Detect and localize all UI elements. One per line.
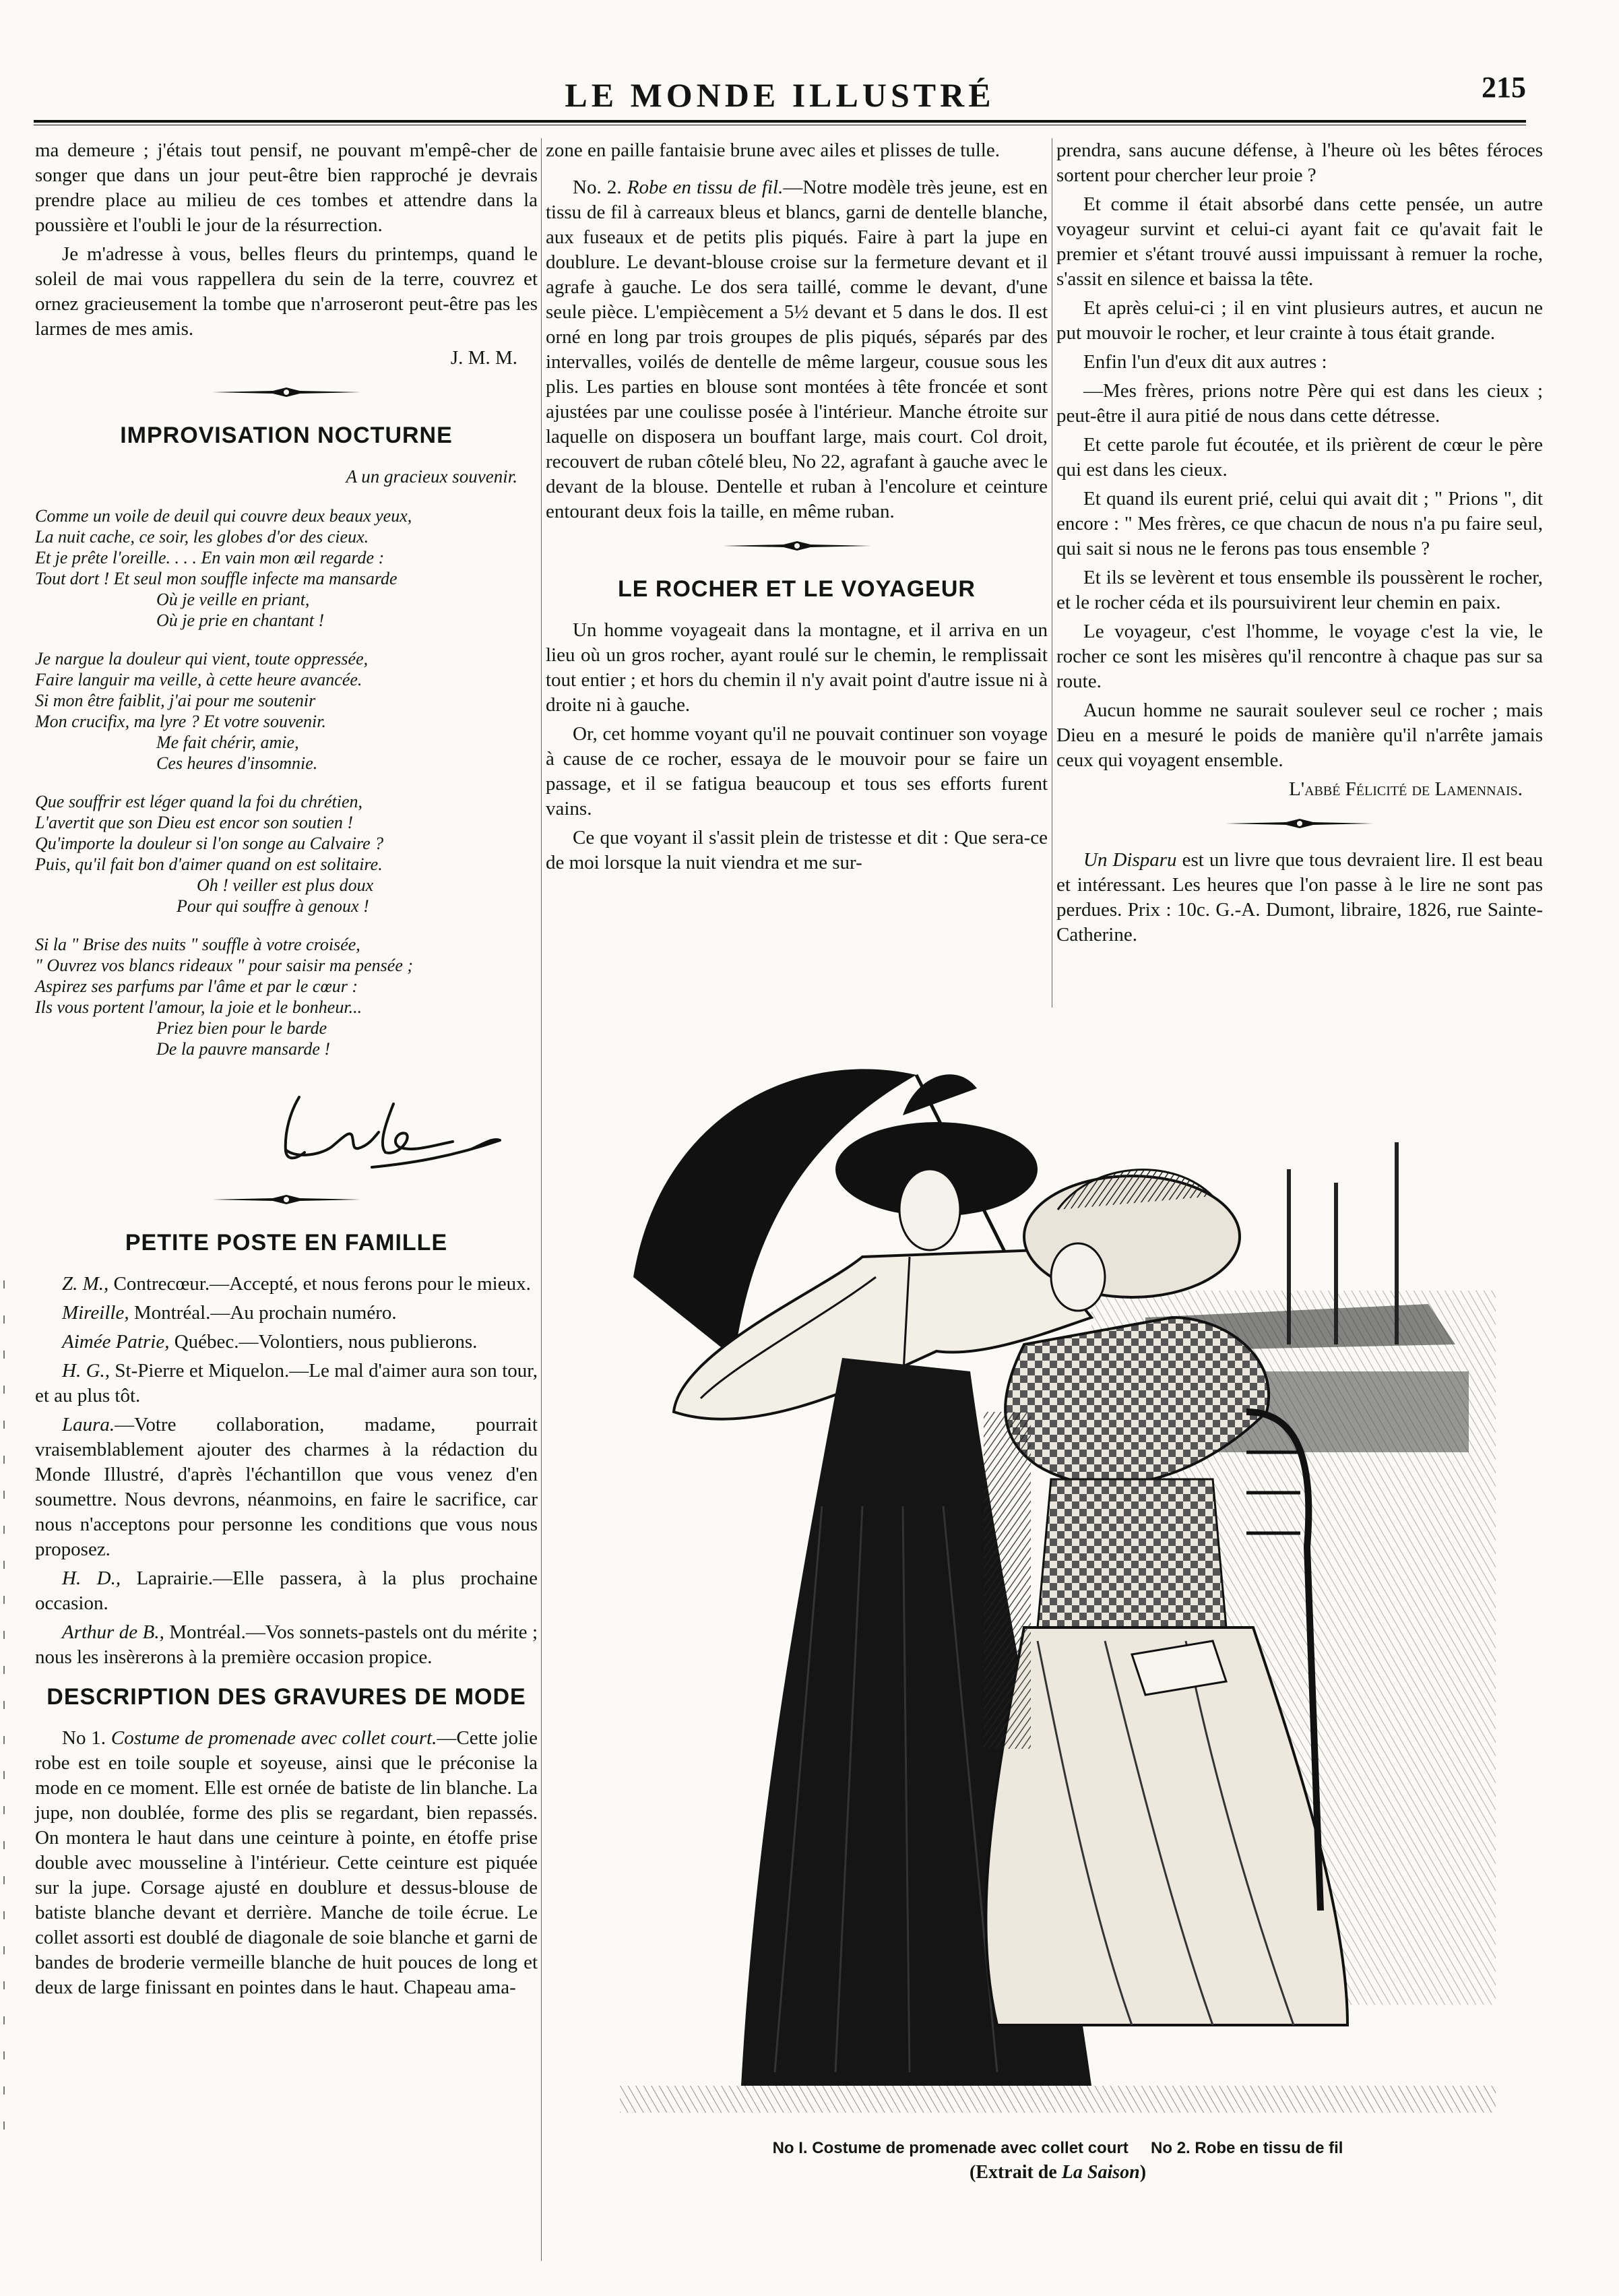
rocher-title: LE ROCHER ET LE VOYAGEUR bbox=[618, 576, 976, 602]
poem-line: L'avertit que son Dieu est encor son soutien ! bbox=[35, 813, 354, 832]
gravures-title: DESCRIPTION DES GRAVURES DE MODE bbox=[46, 1684, 526, 1710]
gravure-name: Robe en tissu de fil. bbox=[627, 177, 784, 198]
poem bbox=[35, 505, 538, 1059]
article-paragraph: ma demeure ; j'étais tout pensif, ne pouvant m'empê-cher de songer que dans un jour peut-être bien rapproché je devrais prendre place au milieu de ces tombes et attendre dans la poussière et l'oubli le jour de la résurrection. bbox=[35, 139, 538, 236]
poem-stanza bbox=[35, 648, 538, 774]
ornament-divider bbox=[35, 385, 538, 408]
poem-line: Puis, qu'il fait bon d'aimer quand on est solitaire. bbox=[35, 855, 383, 874]
poem-line: Tout dort ! Et seul mon souffle infecte ma mansarde bbox=[35, 569, 398, 588]
column-divider bbox=[541, 138, 542, 2261]
article-paragraph: Je m'adresse à vous, belles fleurs du printemps, quand le soleil de mai vous rappellera du sein de la terre, couvrez et ornez gracieusement la tombe que n'arroseront peut-être pas les larmes de mes amis. bbox=[35, 243, 538, 340]
poem-dedication: A un gracieux souvenir. bbox=[346, 466, 517, 487]
article-paragraph: Ce que voyant il s'assit plein de tristesse et dit : Que sera-ce de moi lorsque la nuit viendra et me sur- bbox=[546, 827, 1048, 873]
header-rule bbox=[34, 120, 1526, 123]
poste-item bbox=[35, 1359, 538, 1408]
ornament-divider bbox=[546, 539, 1048, 562]
poem-line: Oh ! veiller est plus doux bbox=[197, 875, 374, 895]
poste-text: Montréal.—Au prochain numéro. bbox=[129, 1302, 397, 1324]
poste-recipient: H. D., bbox=[62, 1568, 121, 1589]
page-header bbox=[34, 62, 1526, 126]
poste-text: Montréal.—Vos sonnets-pastels ont du mérite ; nous les insèrerons à la première occasion propice. bbox=[35, 1621, 538, 1668]
poste-recipient: Aimée Patrie, bbox=[62, 1331, 170, 1353]
poem-line: Comme un voile de deuil qui couvre deux beaux yeux, bbox=[35, 506, 412, 526]
article-paragraph: zone en paille fantaisie brune avec ailes et plisses de tulle. bbox=[546, 139, 1000, 161]
poste-item bbox=[35, 1272, 538, 1297]
article-paragraph: Et cette parole fut écoutée, et ils prièrent de cœur le père qui est dans les cieux. bbox=[1056, 434, 1543, 480]
handwritten-signature bbox=[35, 1077, 538, 1178]
poem-line: Si la " Brise des nuits " souffle à votre croisée, bbox=[35, 935, 360, 954]
caption-source bbox=[620, 2161, 1496, 2185]
caption-source-prefix: (Extrait de bbox=[969, 2162, 1062, 2183]
poste-item bbox=[35, 1413, 538, 1562]
caption-line: No I. Costume de promenade avec collet court No 2. Robe en tissu de fil bbox=[772, 2139, 1343, 2157]
poem-line: Ils vous portent l'amour, la joie et le bonheur... bbox=[35, 997, 362, 1017]
poem-line: Faire languir ma veille, à cette heure avancée. bbox=[35, 670, 362, 689]
caption-source-title: La Saison bbox=[1061, 2162, 1140, 2183]
poste-text: Laprairie.—Elle passera, à la plus prochaine occasion. bbox=[35, 1568, 538, 1614]
article-paragraph: Et après celui-ci ; il en vint plusieurs autres, et aucun ne put mouvoir le rocher, et leur crainte à tous était grande. bbox=[1056, 297, 1543, 344]
column-2 bbox=[546, 138, 1048, 879]
poste-text: Québec.—Volontiers, nous publierons. bbox=[169, 1331, 478, 1353]
poste-item bbox=[35, 1620, 538, 1670]
poem-line: Me fait chérir, amie, bbox=[156, 733, 299, 752]
poem-line: De la pauvre mansarde ! bbox=[156, 1039, 331, 1059]
engraving-caption bbox=[620, 2136, 1496, 2185]
poem-line: Aspirez ses parfums par l'âme et par le cœur : bbox=[35, 976, 358, 996]
poste-text: St-Pierre et Miquelon.—Le mal d'aimer aura son tour, et au plus tôt. bbox=[35, 1360, 538, 1406]
author-signature: J. M. M. bbox=[450, 347, 517, 369]
poem-line: Et je prête l'oreille. . . . En vain mon œil regarde : bbox=[35, 548, 385, 567]
poem-line: Priez bien pour le barde bbox=[156, 1018, 327, 1038]
poem-stanza bbox=[35, 505, 538, 631]
poste-recipient: Laura. bbox=[62, 1414, 115, 1435]
poste-recipient: Z. M., bbox=[62, 1273, 109, 1295]
poem-line: " Ouvrez vos blancs rideaux " pour saisir ma pensée ; bbox=[35, 956, 414, 975]
poem-stanza bbox=[35, 791, 538, 917]
book-title: Un Disparu bbox=[1083, 849, 1177, 871]
gravure-name: Costume de promenade avec collet court. bbox=[110, 1727, 437, 1749]
article-paragraph: Un homme voyageait dans la montagne, et il arriva en un lieu où un gros rocher, ayant roulé sur le chemin, le remplissait tout entier ; et hors du chemin il n'y avait point d'autre issue ni à droite ni à gauche. bbox=[546, 619, 1048, 716]
poste-recipient: Arthur de B., bbox=[62, 1621, 164, 1643]
article-paragraph: Et ils se levèrent et tous ensemble ils poussèrent le rocher, et le rocher céda et ils poursuivirent leur chemin en paix. bbox=[1056, 567, 1543, 613]
poste-list bbox=[35, 1272, 538, 1670]
article-paragraph: —Mes frères, prions notre Père qui est dans les cieux ; peut-être il aura pitié de nous dans cette détresse. bbox=[1056, 380, 1543, 427]
poem-line: Où je prie en chantant ! bbox=[156, 611, 325, 630]
gravure-text: —Cette jolie robe est en toile souple et soyeuse, ainsi que le préconise la mode en ce moment. Elle est ornée de batiste de lin blanche. La jupe, non doublée, forme des plis se regardant, bien repassés. On montera le haut dans une ceinture à pointe, en étoffe prise double avec mousseline à l'intérieur. Cette ceinture est piquée sur la jupe. Corsage ajusté en doublure et dessus-blouse de batiste blanche devant et derrière. Manche de toile écrue. Le collet assorti est doublé de diagonale de soie blanche et garni de bandes de broderie vermeille blanche de huit pouces de long et deux de large finissant en pointes dans le haut. Chapeau ama- bbox=[35, 1727, 538, 1998]
article-paragraph: prendra, sans aucune défense, à l'heure où les bêtes féroces sortent pour chercher leur proie ? bbox=[1056, 139, 1543, 186]
poem-line: Mon crucifix, ma lyre ? Et votre souvenir. bbox=[35, 712, 327, 731]
poste-item bbox=[35, 1301, 538, 1326]
fashion-engraving bbox=[620, 1034, 1496, 2126]
poem-line: Où je veille en priant, bbox=[156, 590, 310, 609]
page-edge-marks bbox=[0, 1280, 11, 2157]
ornament-divider bbox=[35, 1193, 538, 1216]
poem-line: La nuit cache, ce soir, les globes d'or des cieux. bbox=[35, 527, 369, 547]
poste-item bbox=[35, 1566, 538, 1616]
poem-line: Que souffrir est léger quand la foi du chrétien, bbox=[35, 792, 363, 811]
gravure-text: —Notre modèle très jeune, est en tissu de fil à carreaux bleus et blancs, garni de dentelle blanche, aux fuseaux et de petits plis piqués. Faire à part la jupe en doublure. Le devant-blouse croise sur la fermeture devant et il agrafe à gauche. Le dos sera taillé, comme le devant, d'une seule pièce. L'empiècement a 5½ devant et 5 dans le dos. Il est orné en long par trois groupes de plis piqués, séparés par des intervalles, voilés de dentelle de même largeur, cousue sous les plis. Les parties en blouse sont montées à tête froncée et sont ajustées par une coulisse posée à l'intérieur. Manche étroite sur laquelle on disposera un bouffant large, mais court. Col droit, recouvert de ruban côtelé bleu, No 22, agrafant à gauche avec le devant de la blouse. Dentelle et ruban à l'encolure et ceinture entourant deux fois la taille, en même ruban. bbox=[546, 177, 1048, 522]
column-1 bbox=[35, 138, 538, 2004]
article-paragraph: Or, cet homme voyant qu'il ne pouvait continuer son voyage à cause de ce rocher, essaya de le mouvoir pour se faire un passage, et il se fatigua beaucoup et tous ses efforts furent vains. bbox=[546, 723, 1048, 819]
caption-source-suffix: ) bbox=[1139, 2162, 1147, 2183]
gravure-description bbox=[546, 175, 1048, 524]
article-paragraph: Et comme il était absorbé dans cette pensée, un autre voyageur survint et celui-ci ayant fait ce qu'avait fait le premier et s'étant trouvé aussi impuissant à remuer la roche, s'assit en silence et baissa la tête. bbox=[1056, 193, 1543, 290]
article-paragraph: Le voyageur, c'est l'homme, le voyage c'est la vie, le rocher ce sont les misères qu'il rencontre à chaque pas sur sa route. bbox=[1056, 621, 1543, 692]
ornament-divider bbox=[1056, 817, 1543, 840]
advertisement bbox=[1056, 848, 1543, 948]
poem-line: Si mon être faiblit, j'ai pour me soutenir bbox=[35, 691, 316, 710]
poste-item bbox=[35, 1330, 538, 1355]
poem-line: Je nargue la douleur qui vient, toute oppressée, bbox=[35, 649, 369, 669]
poem-line: Ces heures d'insomnie. bbox=[156, 753, 318, 773]
poem-stanza bbox=[35, 934, 538, 1059]
poste-recipient: H. G., bbox=[62, 1360, 110, 1382]
advertisement-text: est un livre que tous devraient lire. Il est beau et intéressant. Les heures que l'on passe à le lire ne sont pas perdues. Prix : 10c. G.-A. Dumont, libraire, 1826, rue Sainte-Catherine. bbox=[1056, 849, 1543, 945]
poste-text: —Votre collaboration, madame, pourrait vraisemblablement ajouter des charmes à la rédaction du Monde Illustré, d'après l'échantillon que vous venez d'en soumettre. Nous devrons, néanmoins, en faire le sacrifice, car nous n'acceptons pour personne les conditions que vous nous proposez. bbox=[35, 1414, 538, 1560]
poste-text: Contrecœur.—Accepté, et nous ferons pour le mieux. bbox=[108, 1273, 531, 1295]
poste-title: PETITE POSTE EN FAMILLE bbox=[125, 1230, 448, 1255]
poem-title: IMPROVISATION NOCTURNE bbox=[120, 423, 453, 448]
masthead-title: LE MONDE ILLUSTRÉ bbox=[565, 76, 995, 114]
page-number: 215 bbox=[1482, 71, 1526, 104]
gravure-number: No 1. bbox=[62, 1727, 106, 1749]
article-paragraph: Et quand ils eurent prié, celui qui avait dit ; " Prions ", dit encore : " Mes frères, ce que chacun de nous n'a pu faire seul, qui sait si nous ne le ferons pas tous ensemble ? bbox=[1056, 488, 1543, 559]
poem-line: Pour qui souffre à genoux ! bbox=[177, 896, 369, 916]
gravure-number: No. 2. bbox=[573, 177, 622, 198]
article-paragraph: Aucun homme ne saurait soulever seul ce rocher ; mais Dieu en a mesuré le poids de manière qu'il n'arrête jamais ceux qui voyagent ensemble. bbox=[1056, 700, 1543, 771]
column-3 bbox=[1056, 138, 1543, 952]
poste-recipient: Mireille, bbox=[62, 1302, 129, 1324]
gravure-description bbox=[35, 1726, 538, 2000]
poem-line: Qu'importe la douleur si l'on songe au Calvaire ? bbox=[35, 834, 384, 853]
author-signature: L'abbé Félicité de Lamennais. bbox=[1289, 778, 1523, 800]
article-paragraph: Enfin l'un d'eux dit aux autres : bbox=[1083, 351, 1327, 373]
